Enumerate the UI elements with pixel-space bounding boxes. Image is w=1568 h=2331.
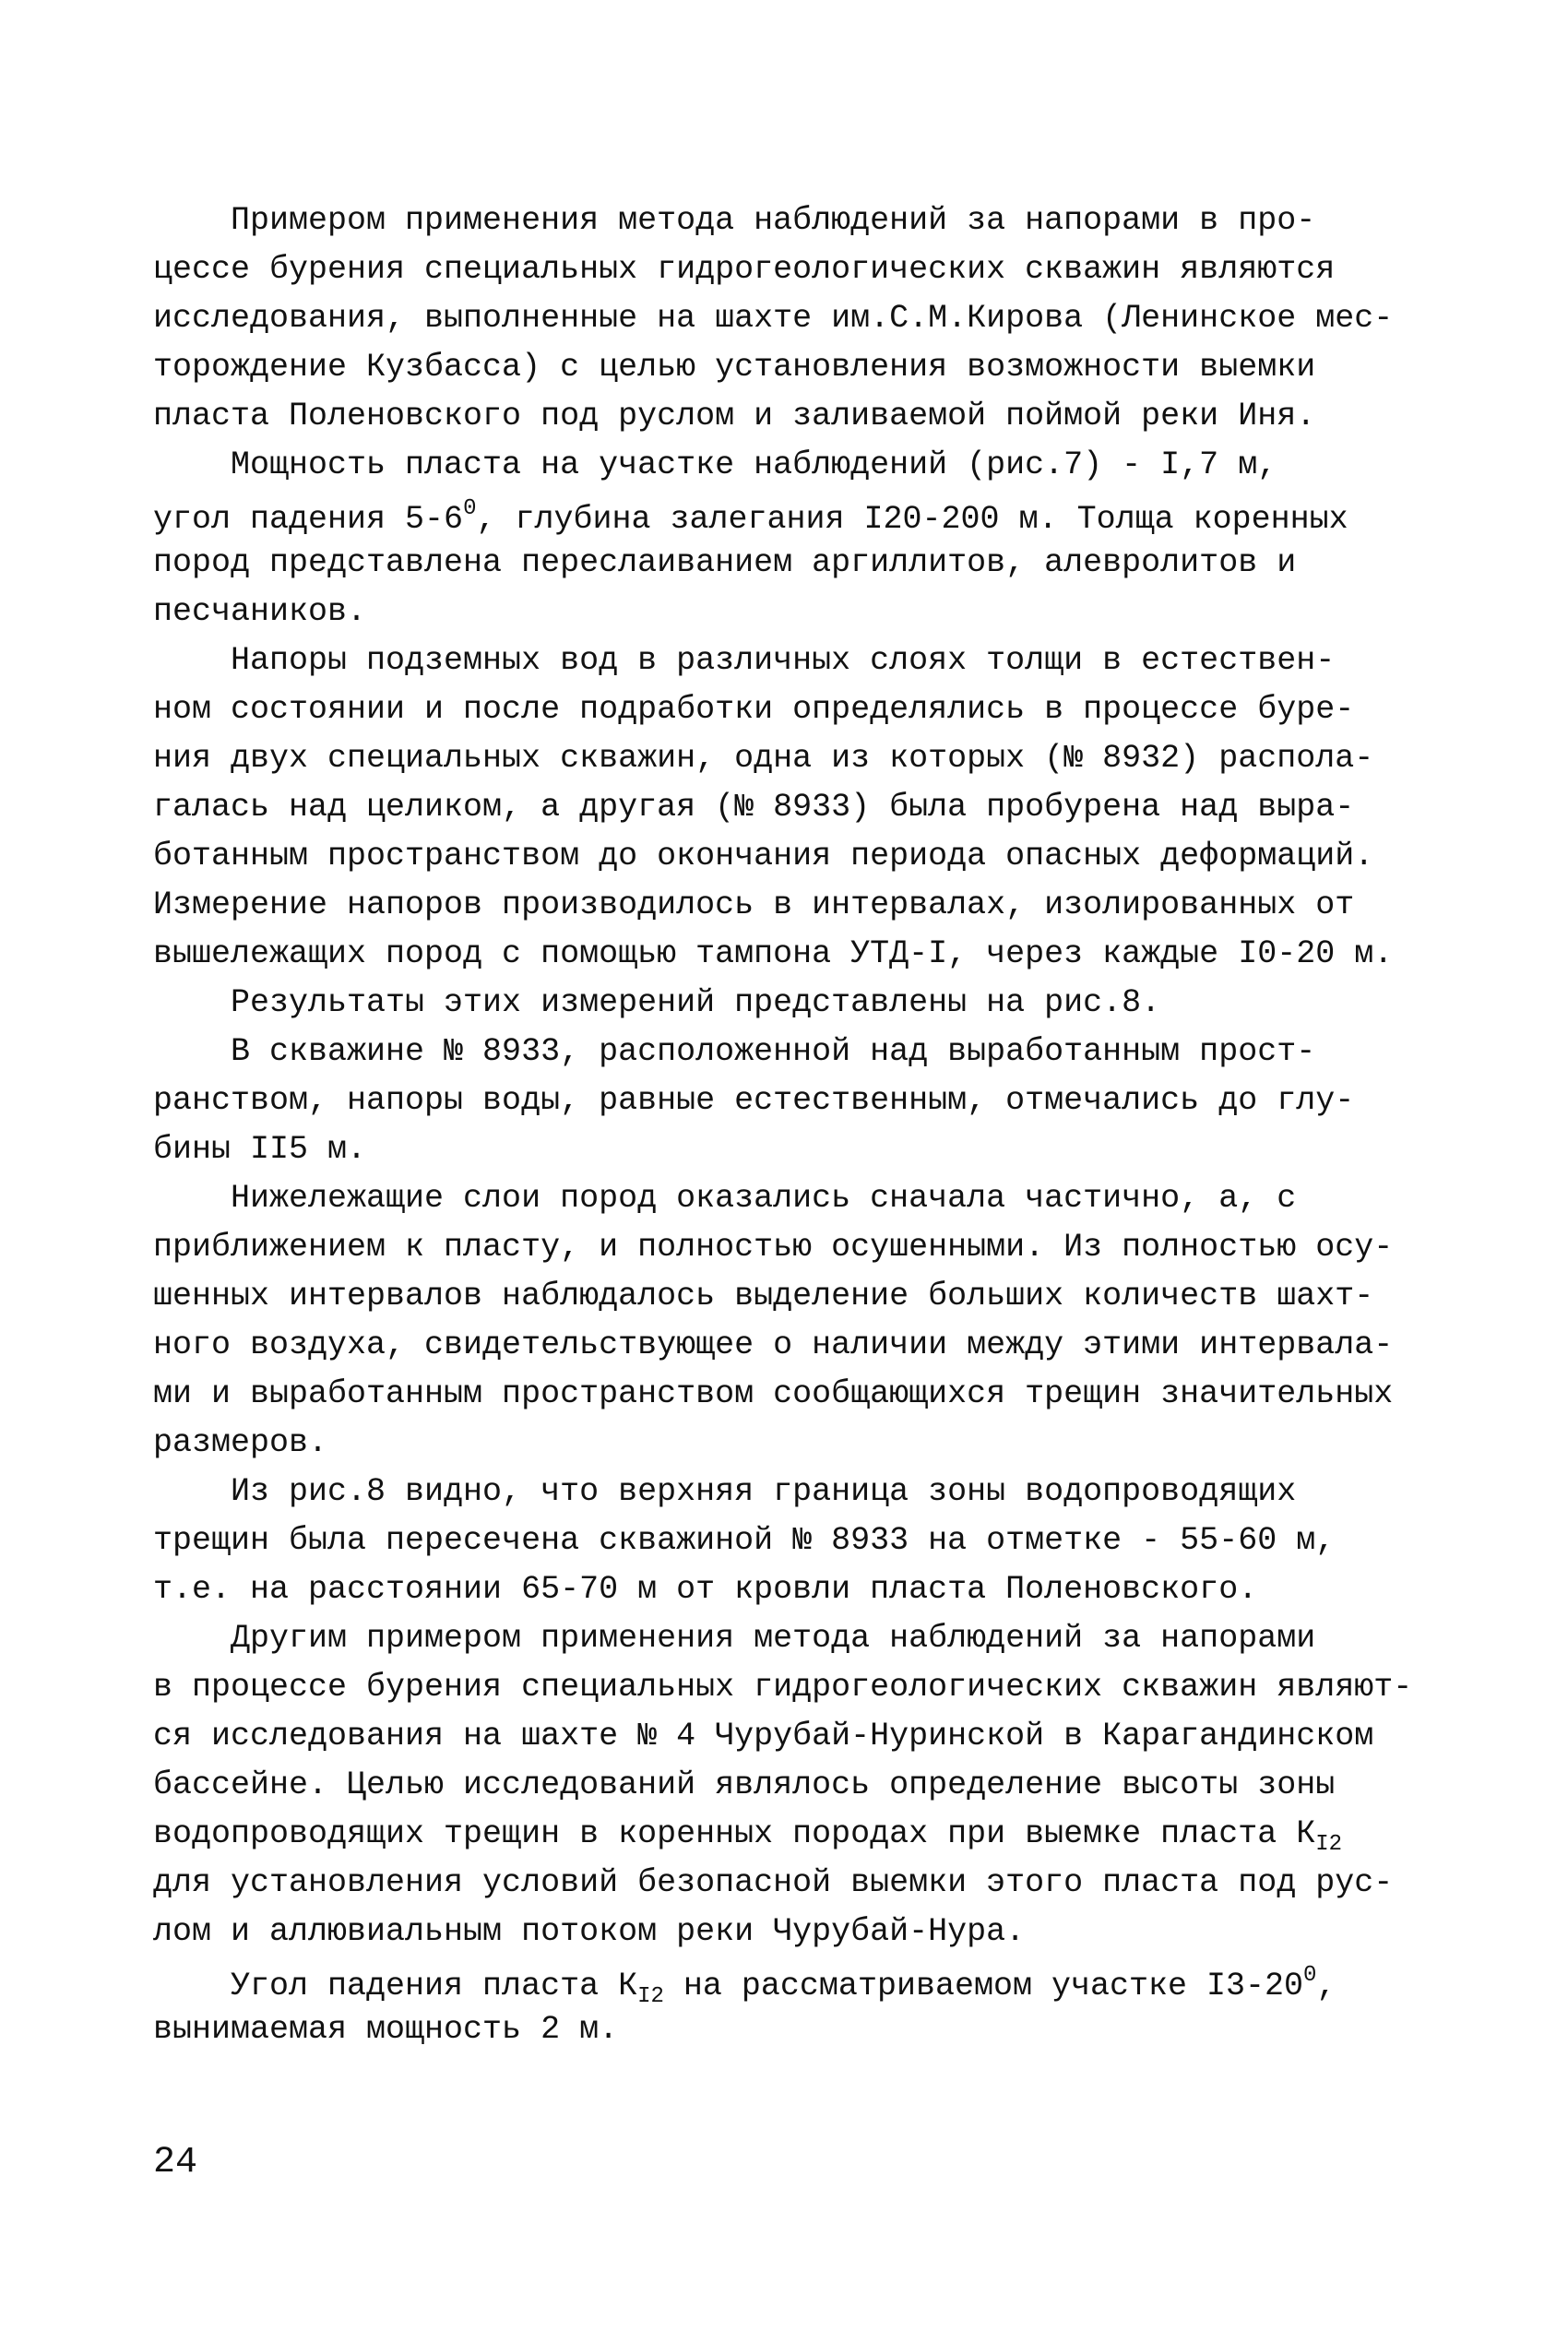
text-line-34 (153, 1815, 1444, 1857)
text-line-16: вышележащих пород с помощью тампона УТД-I, через каждые I0-20 м. (153, 935, 1394, 972)
text-line-26: размеров. (153, 1424, 328, 1461)
text-segment: , (1316, 1968, 1336, 2004)
text-line-2: цессе бурения специальных гидрогеологических скважин являются (153, 251, 1336, 288)
degree-superscript: 0 (463, 496, 477, 521)
text-line-35: для установления условий безопасной выемки этого пласта под рус- (153, 1864, 1394, 1901)
text-line-30: Другим примером применения метода наблюдений за напорами (153, 1620, 1316, 1657)
text-line-14: ботанным пространством до окончания периода опасных деформаций. (153, 838, 1374, 874)
text-line-25: ми и выработанным пространством сообщающихся трещин значительных (153, 1375, 1394, 1412)
text-line-31: в процессе бурения специальных гидрогеологических скважин являют- (153, 1669, 1413, 1706)
seam-index-subscript: I2 (637, 1984, 664, 2009)
text-line-15: Измерение напоров производилось в интервалах, изолированных от (153, 886, 1355, 923)
text-line-33: бассейне. Целью исследований являлось определение высоты зоны (153, 1766, 1336, 1803)
text-line-11: ном состоянии и после подработки определялись в процессе буре- (153, 691, 1355, 728)
text-line-29: т.е. на расстоянии 65-70 м от кровли пласта Поленовского. (153, 1571, 1258, 1608)
text-line-22: приближением к пласту, и полностью осушенными. Из полностью осу- (153, 1229, 1394, 1266)
text-line-19: ранством, напоры воды, равные естественным, отмечались до глу- (153, 1082, 1355, 1119)
text-line-12: ния двух специальных скважин, одна из которых (№ 8932) распола- (153, 740, 1374, 777)
text-line-21: Нижележащие слои пород оказались сначала частично, а, с (153, 1180, 1297, 1217)
text-line-17: Результаты этих измерений представлены на рис.8. (153, 984, 1161, 1021)
text-line-38: вынимаемая мощность 2 м. (153, 2011, 619, 2048)
seam-index-subscript: I2 (1315, 1832, 1343, 1857)
degree-superscript: 0 (1303, 1963, 1317, 1988)
text-line-13: галась над целиком, а другая (№ 8933) была пробурена над выра- (153, 789, 1355, 826)
text-line-32: ся исследования на шахте № 4 Чурубай-Нуринской в Карагандинском (153, 1718, 1374, 1754)
text-line-20: бины II5 м. (153, 1131, 367, 1168)
text-line-6: Мощность пласта на участке наблюдений (рис.7) - I,7 м, (153, 446, 1277, 483)
text-line-3: исследования, выполненные на шахте им.С.М.Кирова (Ленинское мес- (153, 300, 1394, 337)
text-line-5: пласта Поленовского под руслом и заливаемой поймой реки Иня. (153, 398, 1316, 434)
text-line-7 (153, 498, 1444, 536)
text-line-8: пород представлена переслаиванием аргиллитов, алевролитов и (153, 544, 1297, 581)
text-line-36: лом и аллювиальным потоком реки Чурубай-Нура. (153, 1913, 1026, 1950)
text-segment: водопроводящих трещин в коренных породах при выемке пласта К (153, 1815, 1316, 1852)
page-number: 24 (153, 2142, 198, 2183)
text-line-18: В скважине № 8933, расположенной над выработанным прост- (153, 1033, 1316, 1070)
text-segment: Угол падения пласта К (153, 1968, 638, 2004)
text-line-23: шенных интервалов наблюдалось выделение больших количеств шахт- (153, 1278, 1374, 1314)
text-line-1: Примером применения метода наблюдений за напорами в про- (153, 202, 1316, 239)
text-segment: на рассматриваемом участке I3-20 (663, 1968, 1304, 2004)
text-line-37 (153, 1965, 1444, 2008)
text-line-24: ного воздуха, свидетельствующее о наличии между этими интервала- (153, 1326, 1394, 1363)
text-line-10: Напоры подземных вод в различных слоях толщи в естествен- (153, 642, 1336, 679)
text-line-28: трещин была пересечена скважиной № 8933 на отметке - 55-60 м, (153, 1522, 1336, 1559)
text-line-27: Из рис.8 видно, что верхняя граница зоны водопроводящих (153, 1473, 1297, 1510)
text-segment: , глубина залегания I20-200 м. Толща коренных (476, 501, 1348, 538)
text-segment: угол падения 5-6 (153, 501, 464, 538)
text-line-9: песчаников. (153, 593, 367, 630)
text-line-4: торождение Кузбасса) с целью установления возможности выемки (153, 349, 1316, 386)
